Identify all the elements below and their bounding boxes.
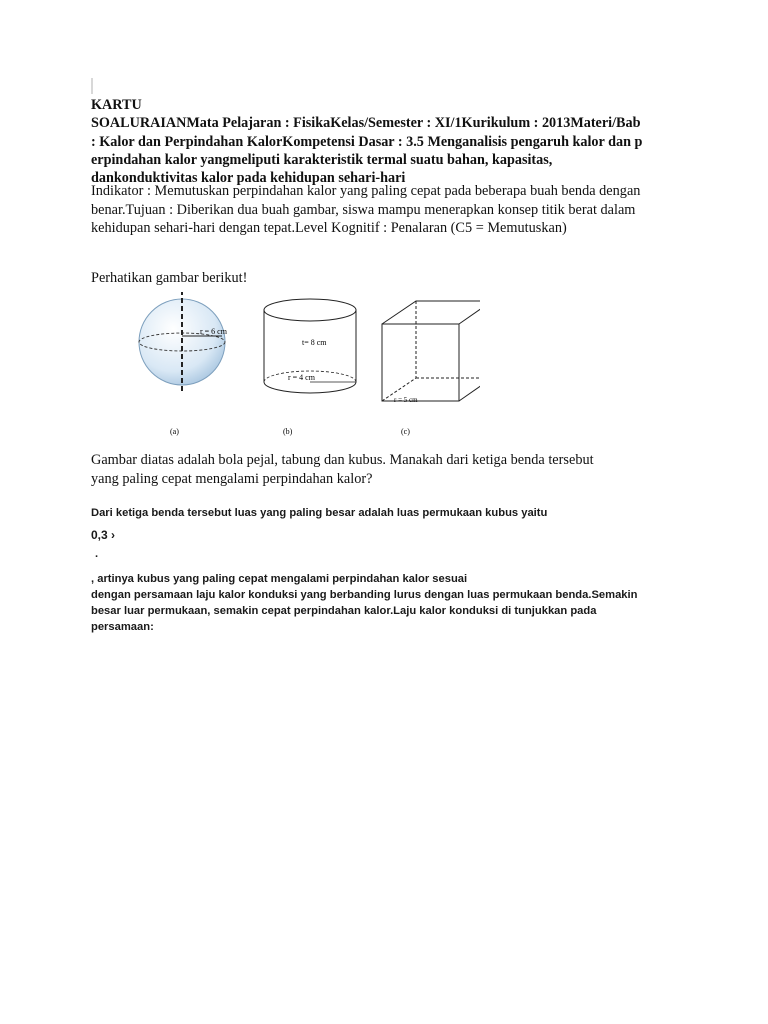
answer-explanation-line: persamaan: [91, 621, 154, 633]
text-cursor [91, 78, 93, 94]
prompt-text: Perhatikan gambar berikut! [91, 270, 248, 286]
answer-dot: . [95, 548, 99, 560]
cylinder-shape [264, 299, 356, 393]
header-line: : Kalor dan Perpindahan KalorKompetensi Dasar : 3.5 Menganalisis pengaruh kalor dan p [91, 133, 643, 150]
question-paragraph [91, 451, 691, 488]
cylinder-radius-label: r = 4 cm [288, 373, 315, 382]
question-line: Gambar diatas adalah bola pejal, tabung dan kubus. Manakah dari ketiga benda tersebut [91, 452, 594, 468]
answer-explanation-line: , artinya kubus yang paling cepat mengalami perpindahan kalor sesuai [91, 573, 468, 585]
sphere-shape [139, 292, 228, 394]
answer-explanation-line: dengan persamaan laju kalor konduksi yang berbanding lurus dengan luas permukaan benda.Semakin [91, 589, 638, 601]
indikator-line: kehidupan sehari-hari dengan tepat.Level Kognitif : Penalaran (C5 = Memutuskan) [91, 220, 567, 237]
answer-explanation [91, 571, 691, 635]
answer-line-1: Dari ketiga benda tersebut luas yang paling besar adalah luas permukaan kubus yaitu [91, 507, 548, 519]
header-line: SOALURAIANMata Pelajaran : FisikaKelas/Semester : XI/1Kurikulum : 2013Materi/Bab [91, 115, 641, 132]
header-line: KARTU [91, 97, 142, 113]
card-header [91, 96, 691, 187]
cylinder-height-label: t= 8 cm [302, 338, 327, 347]
sphere-radius-label: r = 6 cm [200, 327, 227, 336]
shapes-figure [120, 292, 480, 442]
cube-side-label: r = 5 cm [394, 396, 418, 404]
answer-value: 0,3 › [91, 528, 116, 542]
caption-a: (a) [170, 427, 179, 436]
header-line: erpindahan kalor yangmeliputi karakteristik termal suatu bahan, kapasitas, [91, 151, 553, 168]
question-line: yang paling cepat mengalami perpindahan kalor? [91, 470, 373, 487]
indikator-paragraph [91, 182, 691, 238]
header-line: dankonduktivitas kalor pada kehidupan sehari-hari [91, 170, 406, 187]
indikator-line: benar.Tujuan : Diberikan dua buah gambar, siswa mampu menerapkan konsep titik berat dalam [91, 201, 636, 218]
caption-b: (b) [283, 427, 293, 436]
cube-shape [382, 301, 480, 401]
answer-explanation-line: besar luar permukaan, semakin cepat perpindahan kalor.Laju kalor konduksi di tunjukkan pada [91, 605, 597, 617]
caption-c: (c) [401, 427, 410, 436]
indikator-line: Indikator : Memutuskan perpindahan kalor yang paling cepat pada beberapa buah benda dengan [91, 183, 641, 199]
